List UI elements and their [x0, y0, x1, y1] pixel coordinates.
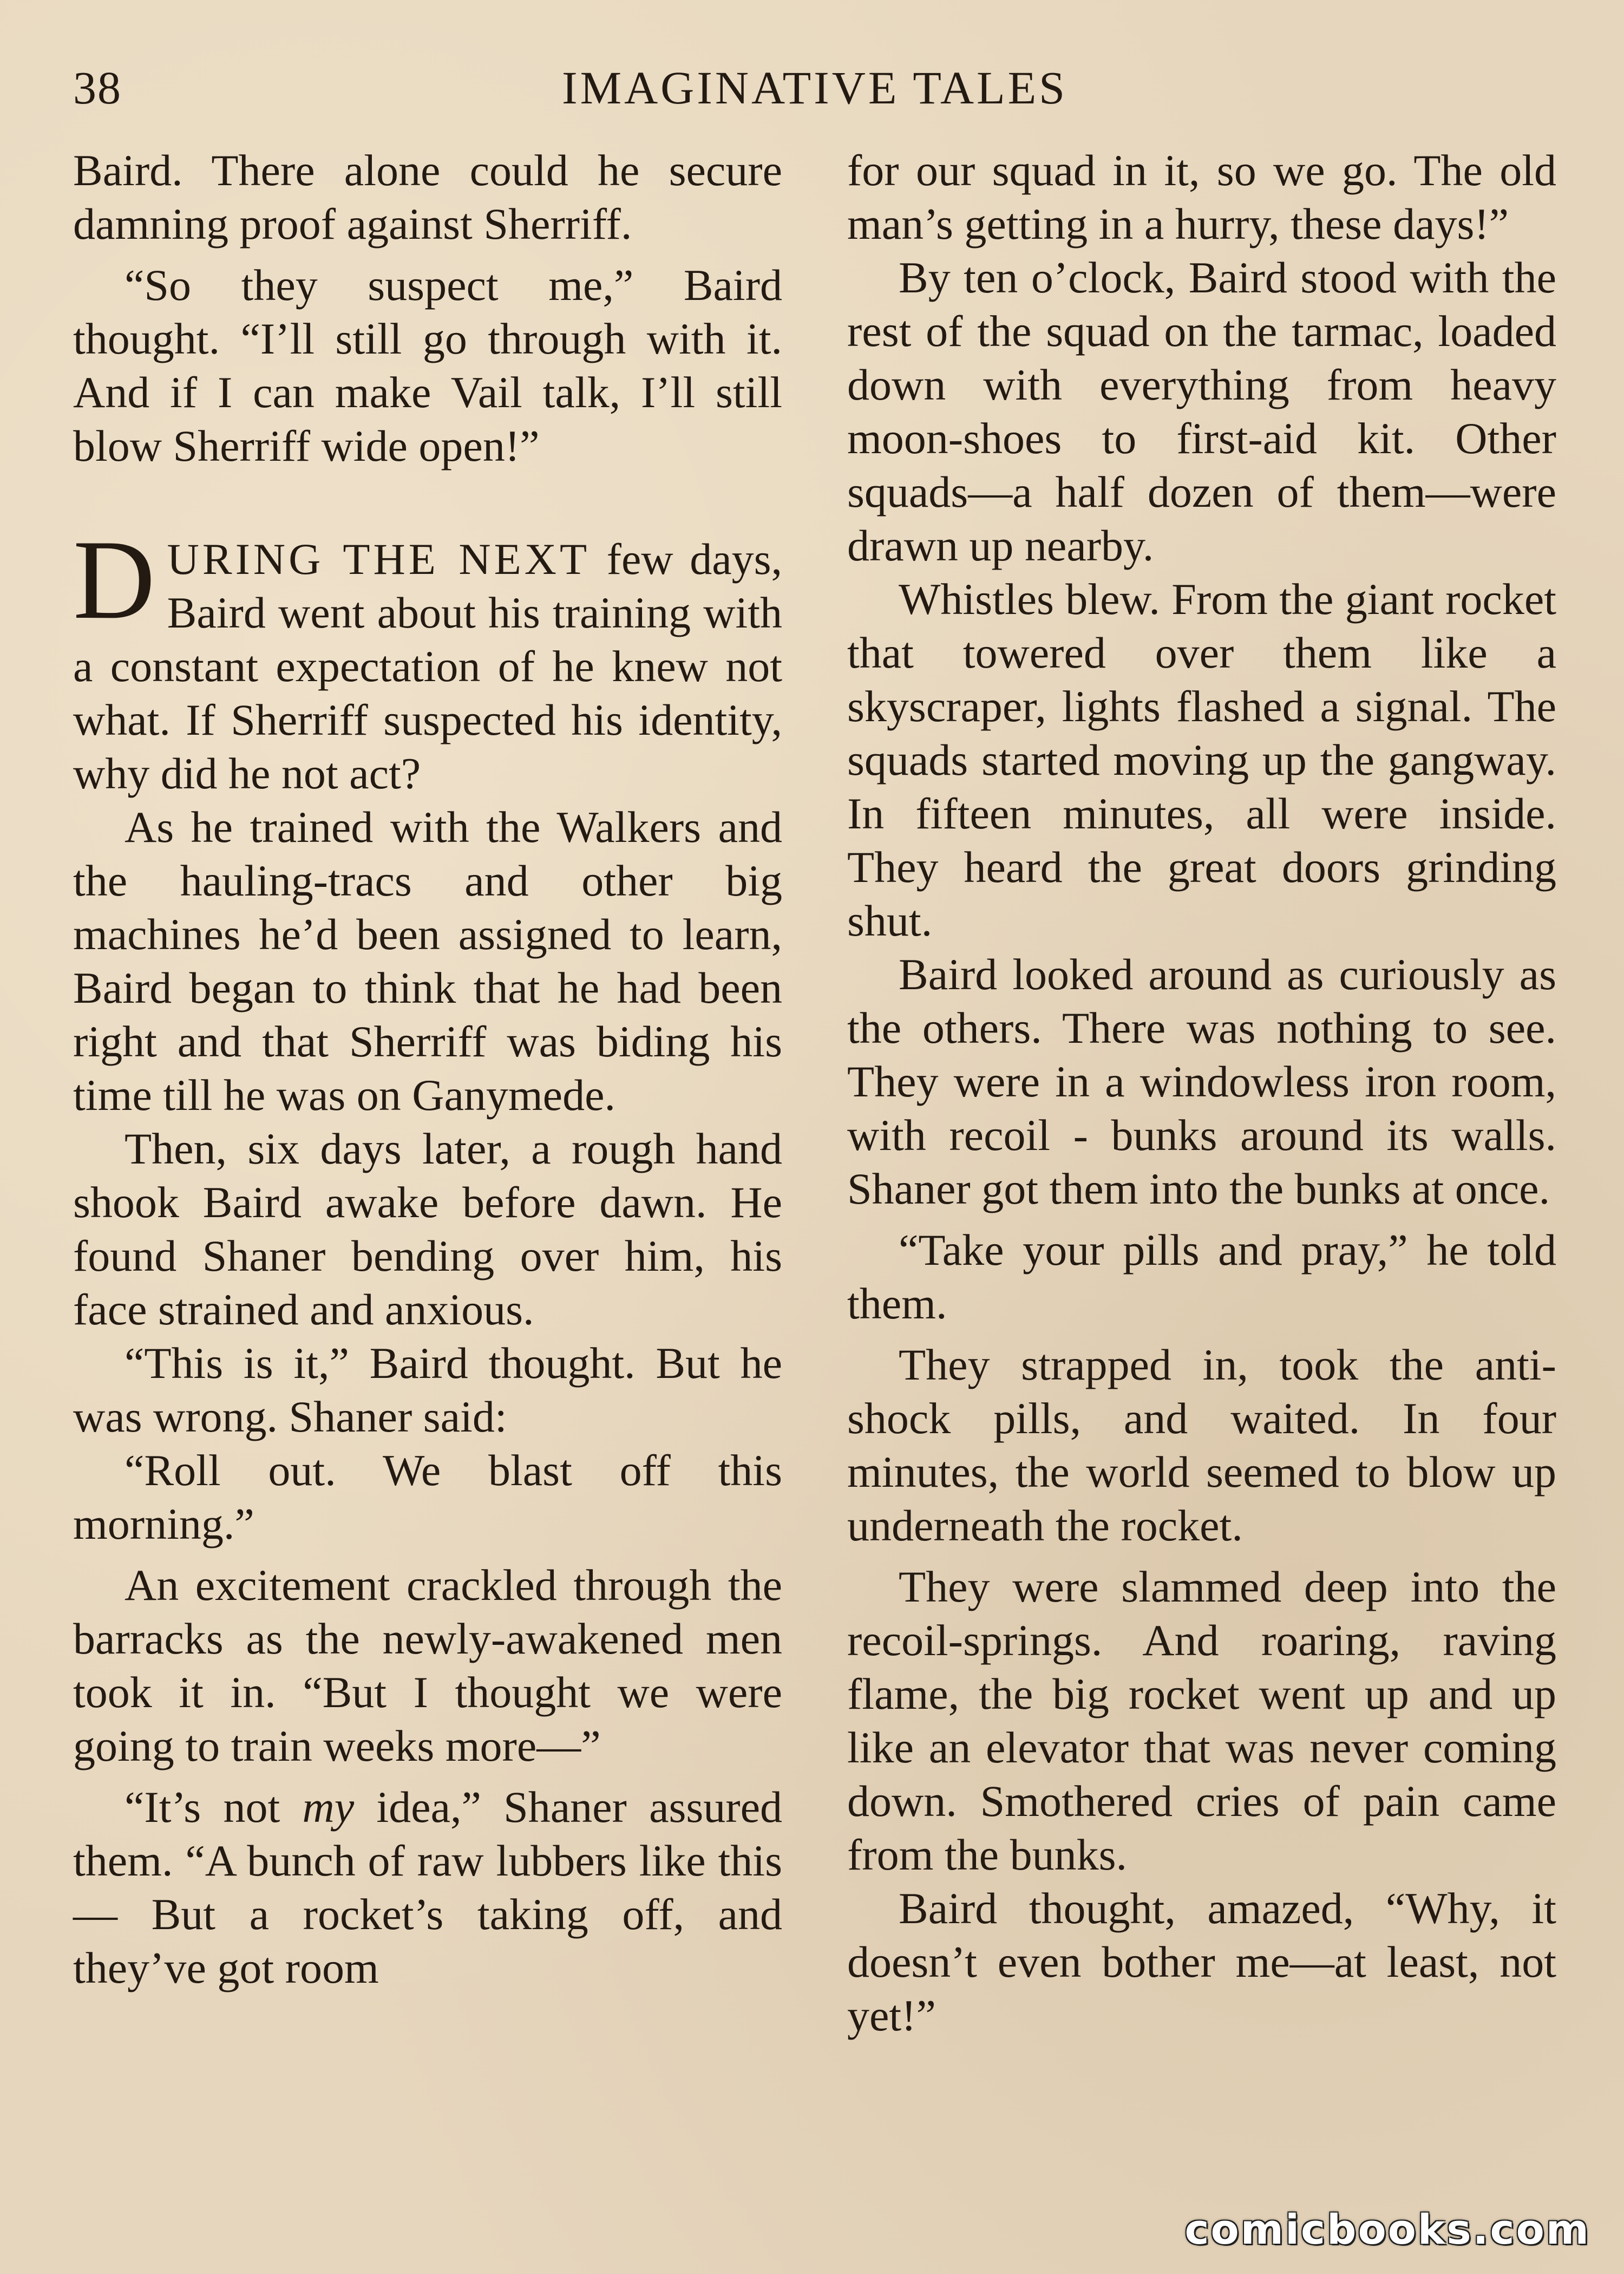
paragraph	[73, 1780, 782, 1995]
page-number: 38	[73, 62, 122, 114]
watermark: comicbooks.com	[1184, 2205, 1590, 2253]
paragraph-text: few days, Baird went about his training with a constant expectation of he knew not what. If Sherriff suspected his identity, why did he not act?	[73, 534, 782, 798]
paragraph: Baird thought, amazed, “Why, it doesn’t even bother me—at least, not yet!”	[847, 1884, 1556, 2040]
paragraph: They strapped in, took the anti-shock pills, and waited. In four minutes, the world seemed to blow up underneath the rocket.	[847, 1340, 1556, 1550]
drop-cap: D	[73, 517, 155, 643]
paragraph: “Take your pills and pray,” he told them.	[847, 1225, 1556, 1328]
lead-in-caps: URING THE NEXT	[167, 534, 591, 584]
paragraph: As he trained with the Walkers and the hauling-tracs and other big machines he’d been assigned to learn, Baird began to think that he had been right and that Sherriff was biding his time till he was on Ganymede.	[73, 802, 782, 1120]
paragraph: Baird. There alone could he secure damning proof against Sherriff.	[73, 146, 782, 249]
running-title: IMAGINATIVE TALES	[561, 62, 1068, 114]
paragraph: An excitement crackled through the barracks as the newly-awakened men took it in. “But I thought we were going to train weeks more—”	[73, 1560, 782, 1770]
paragraph: Then, six days later, a rough hand shook Baird awake before dawn. He found Shaner bending over him, his face strained and anxious.	[73, 1124, 782, 1334]
left-column	[73, 143, 782, 1995]
emphasis-text: my	[302, 1782, 355, 1832]
section-opening-paragraph	[73, 517, 782, 800]
paragraph: “Roll out. We blast off this morning.”	[73, 1446, 782, 1548]
paragraph: “So they suspect me,” Baird thought. “I’ll still go through with it. And if I can make Vail talk, I’ll still blow Sherriff wide open!”	[73, 260, 782, 471]
page-header	[73, 61, 1556, 115]
paragraph: They were slammed deep into the recoil-springs. And roaring, raving flame, the big rocket went up and up like an elevator that was never coming down. Smothered cries of pain came from the bunks.	[847, 1562, 1556, 1879]
paragraph-text: idea,” Shaner assured them. “A bunch of raw lubbers like this— But a rocket’s taking off, and they’ve got room	[73, 1782, 783, 1992]
paragraph: “This is it,” Baird thought. But he was wrong. Shaner said:	[73, 1338, 782, 1441]
paragraph: Baird looked around as curiously as the others. There was nothing to see. They were in a windowless iron room, with recoil - bunks around its walls. Shaner got them into the bunks at once.	[847, 950, 1556, 1213]
paragraph: for our squad in it, so we go. The old man’s getting in a hurry, these days!”	[847, 146, 1556, 249]
paragraph: Whistles blew. From the giant rocket that towered over them like a skyscraper, lights flashed a signal. The squads started moving up the gangway. In fifteen minutes, all were inside. They heard the great doors grinding shut.	[847, 574, 1556, 945]
right-column	[847, 143, 1556, 2042]
paragraph-text: “It’s not	[125, 1782, 303, 1832]
paragraph: By ten o’clock, Baird stood with the rest of the squad on the tarmac, loaded down with everything from heavy moon-shoes to first-aid kit. Other squads—a half dozen of them—were drawn up nearby.	[847, 253, 1556, 570]
